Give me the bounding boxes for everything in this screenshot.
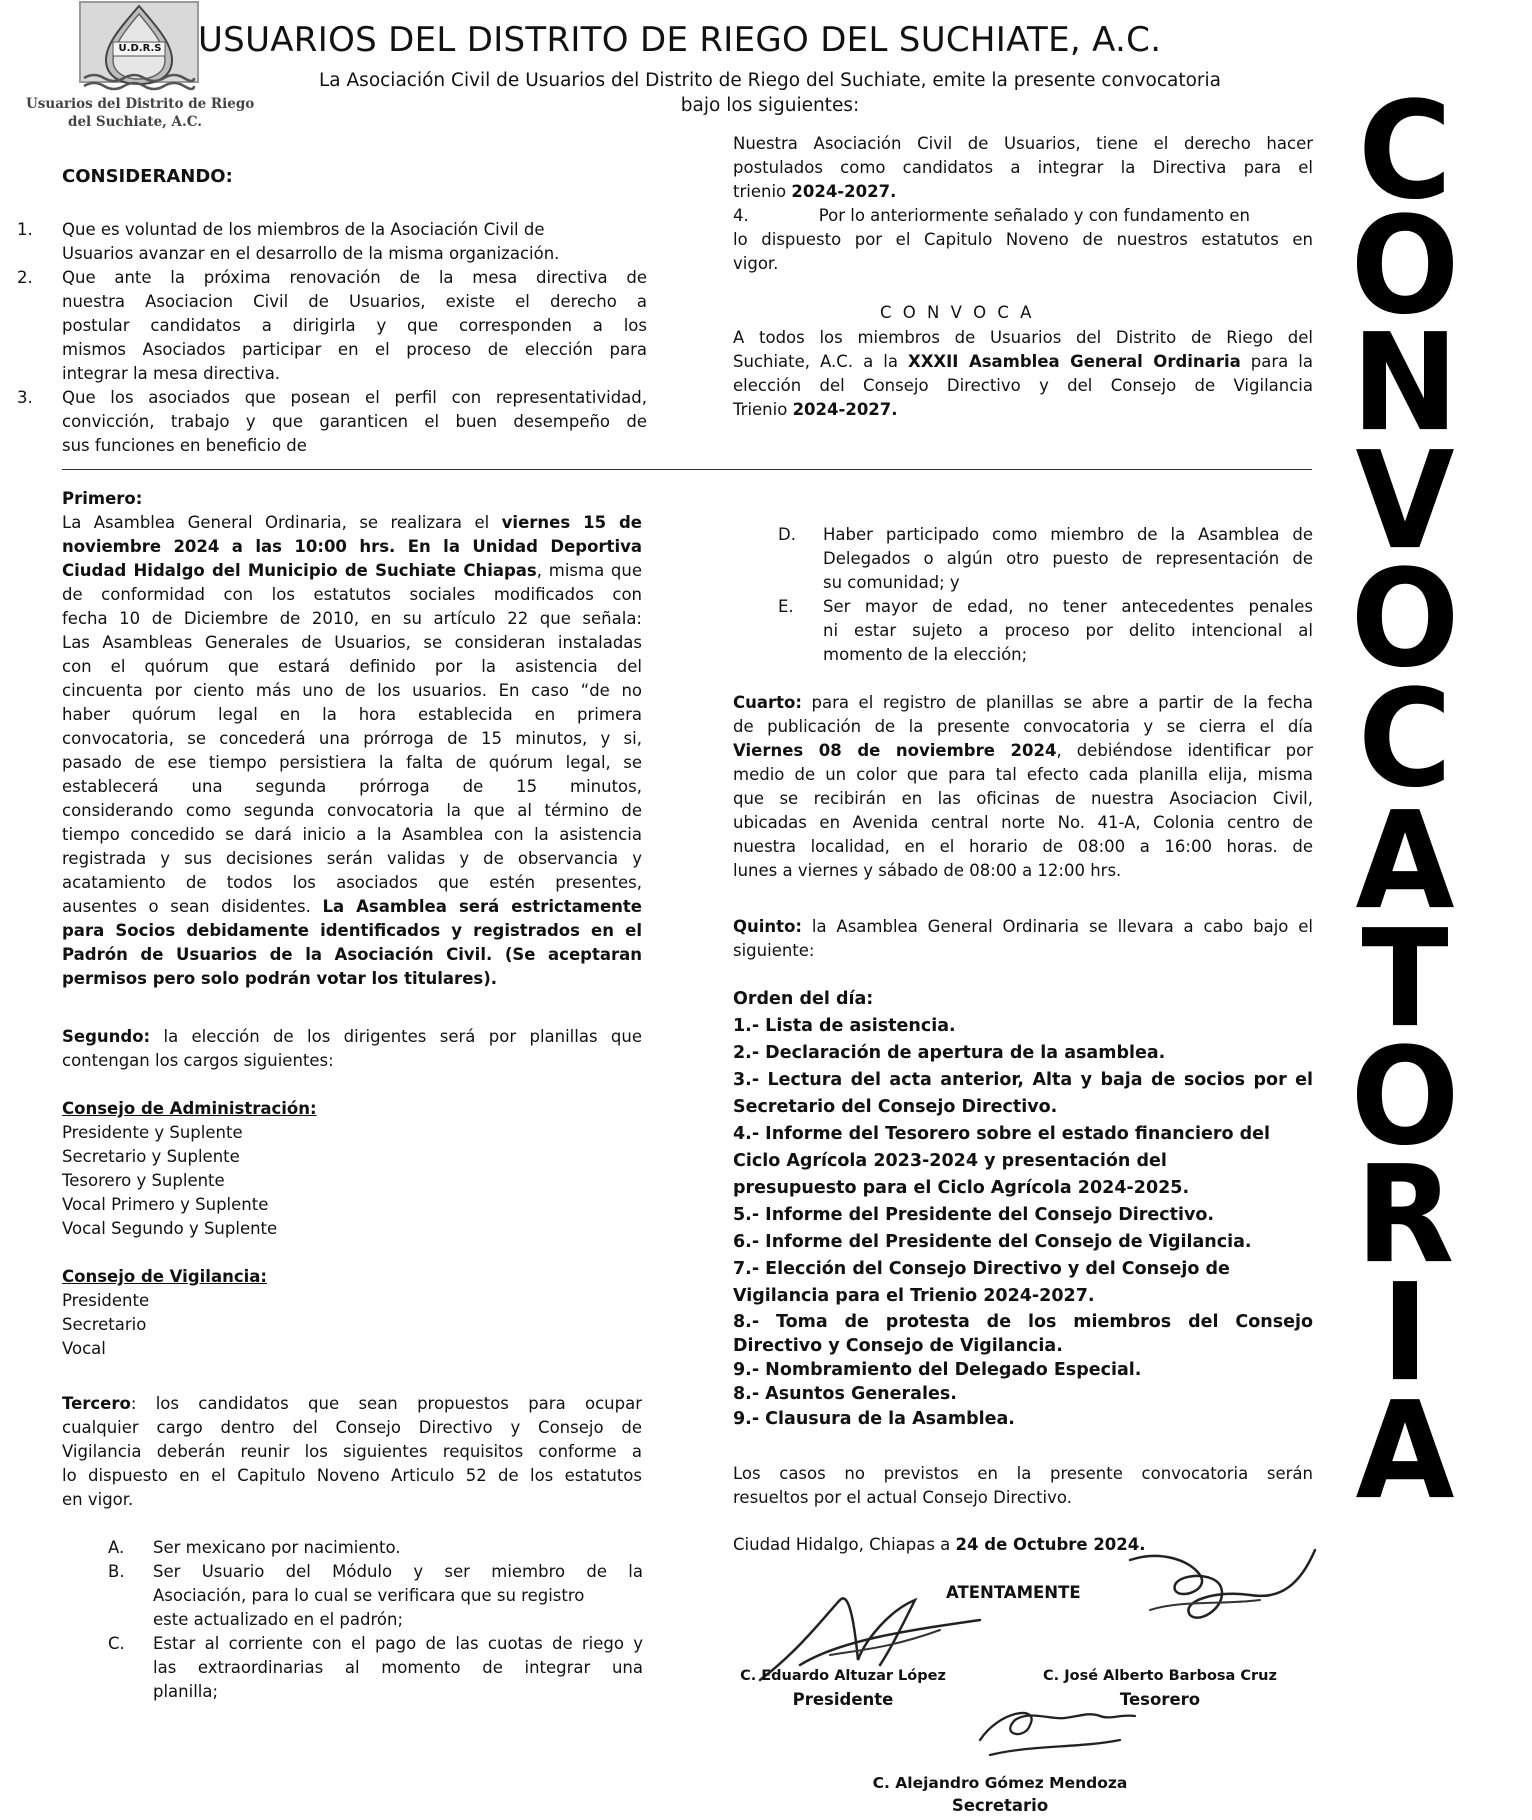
text-line: Vigilancia deberán reunir los siguientes requisitos conforme a: [62, 1442, 642, 1461]
primero-section: [62, 487, 642, 991]
text-line: Padrón de Usuarios de la Asociación Civil. (Se aceptaran: [62, 945, 642, 964]
banner-letter: N: [1351, 305, 1459, 462]
signer-name-presidente: C. Eduardo Altuzar López: [740, 1668, 946, 1684]
text-line: postulados como candidatos a integrar la Directiva para el: [733, 158, 1313, 177]
text-line: ausentes o sean disidentes. La Asamblea será estrictamente: [62, 897, 642, 916]
segundo-section: [62, 1025, 642, 1361]
requirements-list: [108, 1536, 643, 1704]
agenda-item: 8.- Toma de protesta de los miembros del Consejo: [733, 1312, 1313, 1332]
text-line: Cuarto: para el registro de planillas se abre a partir de la fecha: [733, 693, 1313, 712]
list-item: [108, 1560, 643, 1632]
considerando-list: [17, 218, 647, 458]
convoca-heading: C O N V O C A: [880, 303, 1035, 322]
text-line: Tercero: los candidatos que sean propuestos para ocupar: [62, 1394, 642, 1413]
text-line: trienio 2024-2027.: [733, 182, 897, 201]
text-line: lunes a viernes y sábado de 08:00 a 12:00 hrs.: [733, 861, 1122, 880]
logo-caption-1: Usuarios del Distrito de Riego: [26, 96, 255, 112]
text-line: Nuestra Asociación Civil de Usuarios, tiene el derecho hacer: [733, 134, 1313, 153]
text-line: en vigor.: [62, 1490, 134, 1509]
banner-letter: T: [1361, 901, 1449, 1058]
text-line: Delegados o algún otro puesto de representación de: [823, 549, 1313, 568]
considerando-heading: CONSIDERANDO:: [62, 166, 233, 187]
text-line: Que los asociados que posean el perfil con representatividad,: [62, 388, 647, 407]
text-line: contengan los cargos siguientes:: [62, 1051, 334, 1070]
text-line: A todos los miembros de Usuarios del Distrito de Riego del: [733, 328, 1313, 347]
list-letter: B.: [108, 1562, 125, 1581]
list-item: Secretario y Suplente: [62, 1147, 240, 1166]
signer-role-presidente: Presidente: [792, 1690, 894, 1709]
list-item: [778, 595, 1313, 667]
text-line: cualquier cargo dentro del Consejo Directivo y Consejo de: [62, 1418, 642, 1437]
consejo-vigilancia-heading: Consejo de Vigilancia:: [62, 1267, 267, 1286]
text-line: Suchiate, A.C. a la XXXII Asamblea General Ordinaria para la: [733, 352, 1313, 371]
text-line: para Socios debidamente identificados y registrados en el: [62, 921, 642, 940]
text-line: las extraordinarias al momento de integrar una: [153, 1658, 643, 1677]
agenda-item: Vigilancia para el Trienio 2024-2027.: [733, 1286, 1095, 1306]
list-item: [108, 1536, 643, 1560]
atentamente-label: ATENTAMENTE: [946, 1583, 1081, 1602]
closing-section: [733, 1462, 1313, 1510]
list-item: Vocal Segundo y Suplente: [62, 1219, 278, 1238]
list-number: 4.: [733, 206, 749, 225]
banner-letter: O: [1350, 188, 1460, 345]
banner-letter: O: [1350, 1019, 1460, 1176]
agenda-item: presupuesto para el Ciclo Agrícola 2024-2025.: [733, 1178, 1190, 1198]
requirements-list-continued: [778, 523, 1313, 667]
list-letter: D.: [778, 525, 796, 544]
orden-heading: Orden del día:: [733, 989, 874, 1009]
text-line: convocatoria, se concederá una prórroga de 15 minutos, y si,: [62, 729, 642, 748]
agenda-item: 3.- Lectura del acta anterior, Alta y baja de socios por el: [733, 1070, 1313, 1090]
text-line: tiempo concedido se dará inicio a la Asamblea con la asistencia: [62, 825, 642, 844]
text-line: lo dispuesto por el Capitulo Noveno de nuestros estatutos en: [733, 230, 1313, 249]
text-line: La Asamblea General Ordinaria, se realizara el viernes 15 de: [62, 513, 643, 532]
list-item: [108, 1632, 643, 1704]
signer-role-secretario: Secretario: [951, 1796, 1049, 1815]
banner-letter: R: [1355, 1137, 1455, 1294]
text-line: de publicación de la presente convocatoria y se cierra el día: [733, 717, 1313, 736]
text-line: nuestra localidad, en el horario de 08:00 a 16:00 horas. de: [733, 837, 1313, 856]
agenda-item: 9.- Nombramiento del Delegado Especial.: [733, 1360, 1142, 1380]
list-number: 3.: [17, 388, 33, 407]
page-subtitle-1: La Asociación Civil de Usuarios del Distrito de Riego del Suchiate, emite la presente convocatoria: [319, 70, 1221, 91]
text-line: Haber participado como miembro de la Asamblea de: [823, 525, 1313, 544]
quinto-section: [733, 915, 1313, 963]
list-item: [778, 523, 1313, 595]
text-line: con el quórum que estará definido por la asistencia del: [62, 657, 642, 676]
text-line: Que ante la próxima renovación de la mesa directiva de: [62, 268, 647, 287]
list-item: [17, 386, 647, 458]
text-line: ni estar sujeto a proceso por delito intencional al: [823, 621, 1313, 640]
text-line: sus funciones en beneficio de: [62, 436, 307, 455]
text-line: noviembre 2024 a las 10:00 hrs. En la Unidad Deportiva: [62, 537, 642, 556]
list-item: Vocal: [62, 1339, 106, 1358]
text-line: haber quórum legal en la hora establecida en primera: [62, 705, 642, 724]
text-line: Quinto: la Asamblea General Ordinaria se llevara a cabo bajo el: [733, 917, 1313, 936]
agenda-item: Ciclo Agrícola 2023-2024 y presentación del: [733, 1151, 1167, 1171]
signer-name-tesorero: C. José Alberto Barbosa Cruz: [1043, 1668, 1277, 1684]
agenda-item: 5.- Informe del Presidente del Consejo Directivo.: [733, 1205, 1215, 1225]
text-line: momento de la elección;: [823, 645, 1028, 664]
text-line: cincuenta por ciento más uno de los usuarios. En caso “de no: [62, 681, 642, 700]
text-line: elección del Consejo Directivo y del Consejo de Vigilancia: [733, 376, 1313, 395]
banner-letter: O: [1350, 541, 1460, 698]
text-line: Trienio 2024-2027.: [733, 400, 898, 419]
section-heading: Primero:: [62, 489, 143, 508]
convoca-body: [733, 326, 1313, 422]
text-line: Ser Usuario del Módulo y ser miembro de la: [153, 1562, 643, 1581]
list-number: 1.: [17, 220, 33, 239]
considerando-continuation: [733, 132, 1313, 276]
list-item: Vocal Primero y Suplente: [62, 1195, 269, 1214]
text-line: mismos Asociados participar en el proceso de elección para: [62, 340, 647, 359]
section-divider: [62, 469, 1312, 470]
text-line: Las Asambleas Generales de Usuarios, se consideran instaladas: [62, 633, 642, 652]
logo-badge: U.D.R.S: [118, 43, 162, 54]
list-number: 2.: [17, 268, 33, 287]
text-line: integrar la mesa directiva.: [62, 364, 281, 383]
list-item: Presidente y Suplente: [62, 1123, 243, 1142]
text-line: registrada y sus decisiones serán validas y de observancia y: [62, 849, 642, 868]
text-line: Usuarios avanzar en el desarrollo de la misma organización.: [62, 244, 560, 263]
page-subtitle-2: bajo los siguientes:: [680, 95, 860, 116]
text-line: Ser mayor de edad, no tener antecedentes penales: [823, 597, 1313, 616]
place-date: Ciudad Hidalgo, Chiapas a 24 de Octubre 2024.: [733, 1535, 1146, 1554]
page-title: USUARIOS DEL DISTRITO DE RIEGO DEL SUCHIATE, A.C.: [198, 20, 1162, 60]
banner-letter: I: [1381, 1255, 1429, 1412]
agenda-item: Directivo y Consejo de Vigilancia.: [733, 1336, 1063, 1356]
text-line: nuestra Asociacion Civil de Usuarios, existe el derecho a: [62, 292, 647, 311]
agenda-item: Secretario del Consejo Directivo.: [733, 1097, 1058, 1117]
list-letter: A.: [108, 1538, 125, 1557]
text-line: Asociación, para lo cual se verificara que su registro: [153, 1586, 585, 1605]
text-line: acatamiento de todos los asociados que estén presentes,: [62, 873, 642, 892]
text-line: de conformidad con los estatutos sociales modificados con: [62, 585, 642, 604]
text-line: convicción, trabajo y que garanticen el buen desempeño de: [62, 412, 647, 431]
text-line: considerando como segunda convocatoria la que al término de: [62, 801, 642, 820]
list-letter: E.: [778, 597, 794, 616]
text-line: Segundo: la elección de los dirigentes será por planillas que: [62, 1027, 642, 1046]
banner-letter: C: [1358, 661, 1452, 818]
list-item: 4. Por lo anteriormente señalado y con fundamento en: [733, 206, 1250, 225]
text-line: siguiente:: [733, 941, 815, 960]
tercero-section: [62, 1392, 642, 1512]
agenda-item: 6.- Informe del Presidente del Consejo de Vigilancia.: [733, 1232, 1252, 1252]
agenda-item: 8.- Asuntos Generales.: [733, 1384, 957, 1404]
signer-role-tesorero: Tesorero: [1119, 1690, 1201, 1709]
agenda-item: 2.- Declaración de apertura de la asamblea.: [733, 1043, 1166, 1063]
text-line: que se recibirán en las oficinas de nuestra Asociacion Civil,: [733, 789, 1313, 808]
signature-scribble-2: [1120, 1530, 1330, 1640]
list-item: Presidente: [62, 1291, 150, 1310]
text-line: fecha 10 de Diciembre de 2010, en su artículo 22 que señala:: [62, 609, 642, 628]
text-line: medio de un color que para tal efecto cada planilla elija, misma: [733, 765, 1313, 784]
list-item: [17, 266, 647, 386]
text-line: lo dispuesto en el Capitulo Noveno Articulo 52 de los estatutos: [62, 1466, 642, 1485]
list-item: Secretario: [62, 1315, 147, 1334]
list-letter: C.: [108, 1634, 125, 1653]
text-line: Ciudad Hidalgo del Municipio de Suchiate Chiapas, misma que: [62, 561, 642, 580]
orden-del-dia: [733, 986, 1313, 1433]
agenda-item: 7.- Elección del Consejo Directivo y del Consejo de: [733, 1259, 1230, 1279]
text-line: Viernes 08 de noviembre 2024, debiéndose identificar por: [733, 741, 1313, 760]
agenda-item: 1.- Lista de asistencia.: [733, 1016, 956, 1036]
text-line: establecerá una segunda prórroga de 15 minutos,: [62, 777, 642, 796]
list-item: [17, 218, 647, 266]
banner-letter: V: [1355, 423, 1455, 580]
text-line: ubicadas en Avenida central norte No. 41-A, Colonia centro de: [733, 813, 1313, 832]
text-line: vigor.: [733, 254, 779, 273]
text-line: Estar al corriente con el pago de las cuotas de riego y: [153, 1634, 643, 1653]
signer-name-secretario: C. Alejandro Gómez Mendoza: [872, 1774, 1128, 1792]
text-line: Ser mexicano por nacimiento.: [153, 1538, 401, 1557]
banner-letter: A: [1355, 783, 1455, 940]
consejo-admin-heading: Consejo de Administración:: [62, 1099, 317, 1118]
text-line: Los casos no previstos en la presente convocatoria serán: [733, 1464, 1313, 1483]
text-line: planilla;: [153, 1682, 219, 1701]
banner-letter: C: [1358, 73, 1452, 230]
text-line: su comunidad; y: [823, 573, 960, 592]
text-line: postular candidatos a dirigirla y que corresponden a los: [62, 316, 647, 335]
banner-letter: A: [1355, 1373, 1455, 1530]
list-item: Tesorero y Suplente: [62, 1171, 225, 1190]
text-line: este actualizado en el padrón;: [153, 1610, 404, 1629]
text-line: pasado de ese tiempo persistiera la falta de quórum legal, se: [62, 753, 642, 772]
text-line: resueltos por el actual Consejo Directivo.: [733, 1488, 1072, 1507]
text-line: Que es voluntad de los miembros de la Asociación Civil de: [62, 220, 545, 239]
cuarto-section: [733, 691, 1313, 883]
text-line: permisos pero solo podrán votar los titulares).: [62, 969, 498, 988]
agenda-item: 9.- Clausura de la Asamblea.: [733, 1409, 1015, 1429]
agenda-item: 4.- Informe del Tesorero sobre el estado financiero del: [733, 1124, 1270, 1144]
logo-caption-2: del Suchiate, A.C.: [68, 114, 202, 130]
